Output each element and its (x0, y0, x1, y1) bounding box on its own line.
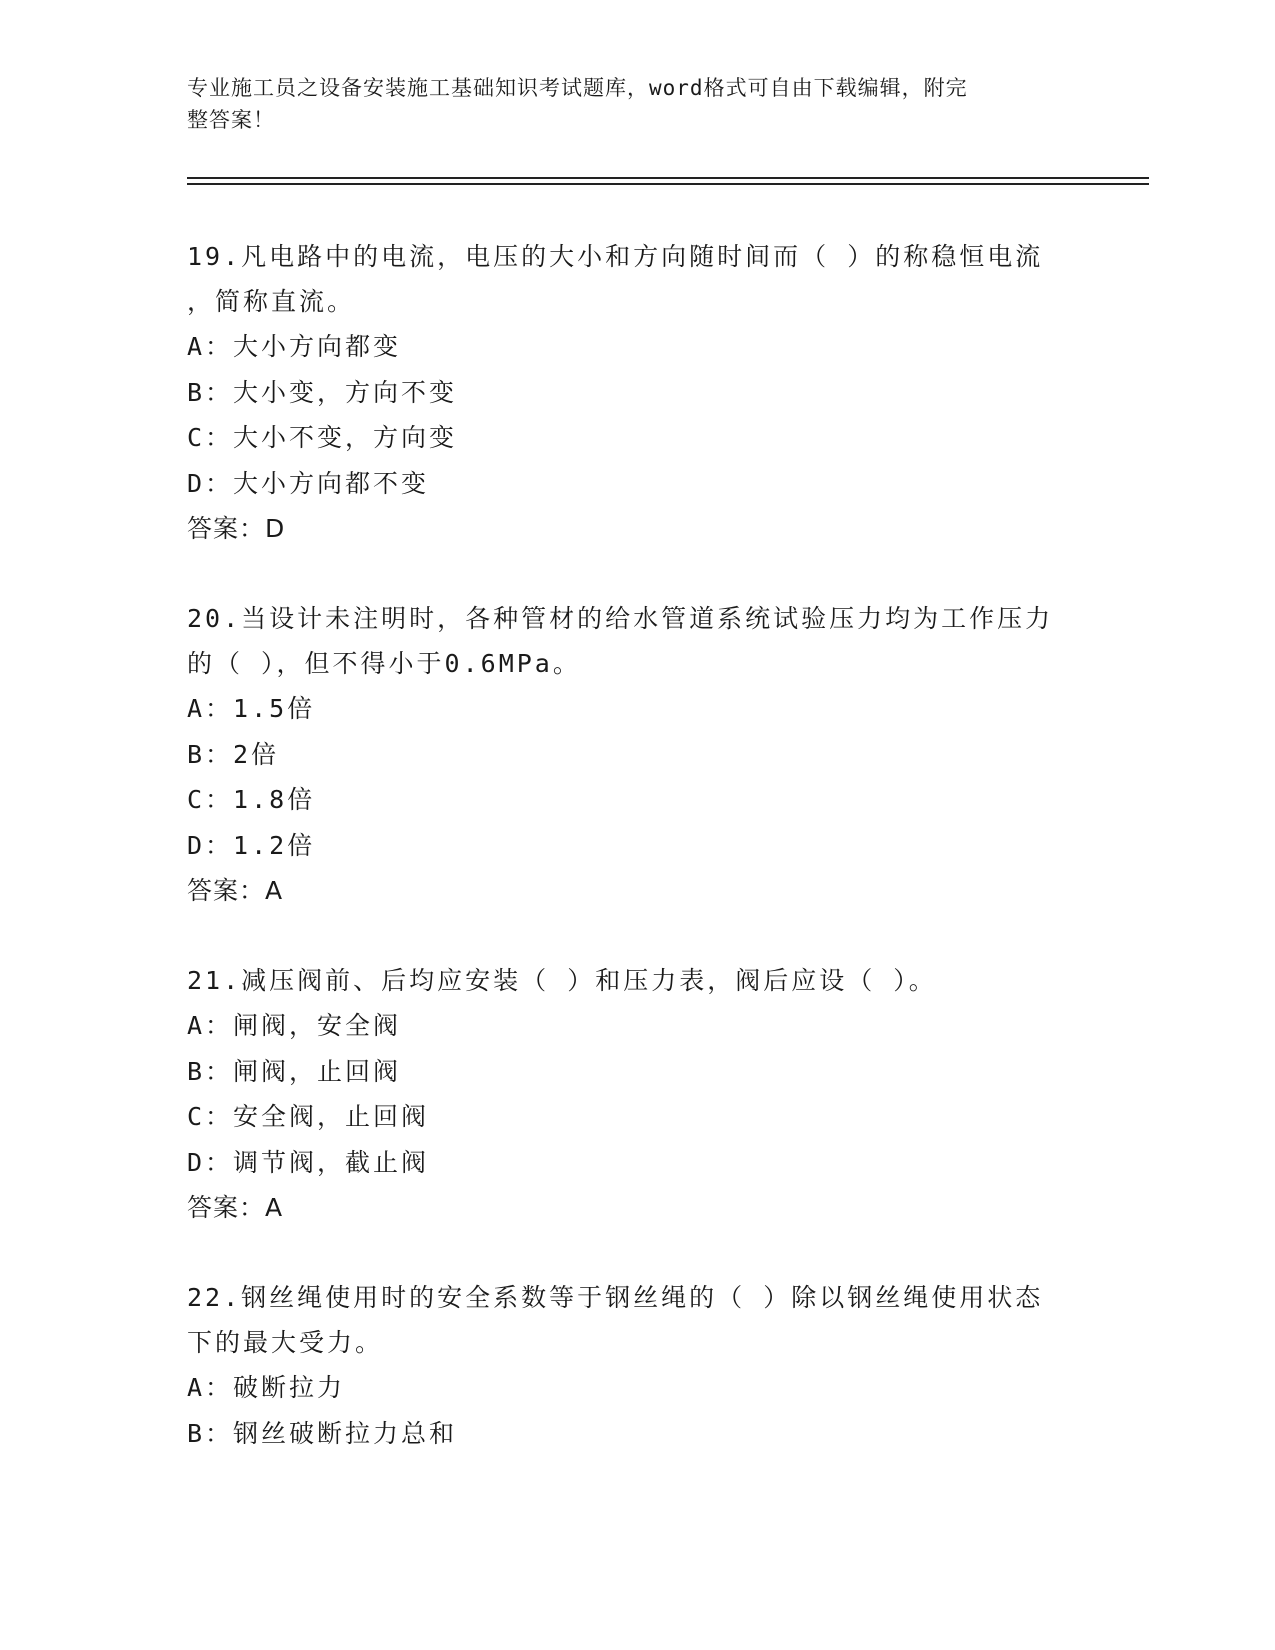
header-line-2: 整答案！ (187, 108, 275, 132)
question-item (187, 596, 1087, 913)
option-d: D：调节阀，截止阀 (187, 1147, 430, 1177)
question-list (187, 234, 1087, 1501)
question-text: ，简称直流。 (187, 287, 356, 316)
option-c: C：1.8倍 (187, 785, 316, 814)
option-a: A：闸阀，安全阀 (187, 1011, 402, 1040)
question-item (187, 958, 1087, 1230)
question-item (187, 1275, 1087, 1456)
question-text: 下的最大受力。 (187, 1328, 384, 1357)
option-c: C：大小不变，方向变 (187, 423, 458, 452)
answer-line: 答案：D (187, 514, 286, 543)
option-d: D：大小方向都不变 (187, 468, 430, 498)
header-divider-top (187, 177, 1149, 179)
question-text: 的（ ），但不得小于0.6MPa。 (187, 649, 581, 678)
question-text: 22.钢丝绳使用时的安全系数等于钢丝绳的（ ）除以钢丝绳使用状态 (187, 1283, 1044, 1312)
question-text: 21.减压阀前、后均应安装（ ）和压力表，阀后应设（ ）。 (187, 966, 937, 995)
answer-line: 答案：A (187, 1193, 284, 1222)
option-b: B：闸阀，止回阀 (187, 1056, 402, 1086)
question-item (187, 234, 1087, 551)
option-a: A：1.5倍 (187, 694, 316, 723)
document-header (187, 72, 1067, 136)
option-b: B：2倍 (187, 739, 280, 769)
option-d: D：1.2倍 (187, 830, 316, 860)
option-c: C：安全阀，止回阀 (187, 1102, 430, 1131)
option-a: A：破断拉力 (187, 1373, 346, 1402)
header-divider-bottom (187, 183, 1149, 185)
header-line-1: 专业施工员之设备安装施工基础知识考试题库，word格式可自由下载编辑，附完 (187, 76, 968, 100)
option-b: B：钢丝破断拉力总和 (187, 1418, 458, 1448)
answer-line: 答案：A (187, 876, 284, 905)
option-a: A：大小方向都变 (187, 332, 402, 361)
question-text: 20.当设计未注明时，各种管材的给水管道系统试验压力均为工作压力 (187, 604, 1054, 633)
option-b: B：大小变，方向不变 (187, 377, 458, 407)
question-text: 19.凡电路中的电流，电压的大小和方向随时间而（ ）的称稳恒电流 (187, 242, 1044, 271)
